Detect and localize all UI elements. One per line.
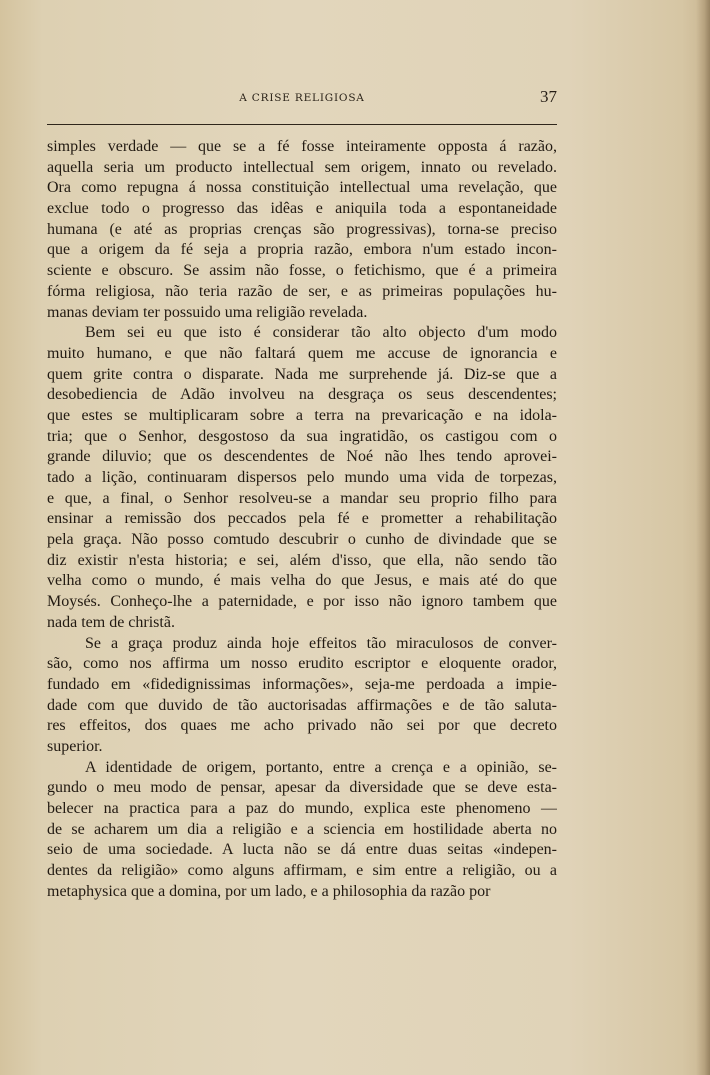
- running-title: A CRISE RELIGIOSA: [239, 92, 365, 104]
- text-line: desobediencia de Adão involveu na desgraça os seus descendentes;: [47, 386, 557, 404]
- text-line: muito humano, e que não faltará quem me accuse de ignorancia e: [47, 344, 557, 362]
- text-line: Moysés. Conheço-lhe a paternidade, e por isso não ignoro tambem que: [47, 593, 557, 611]
- text-line: que estes se multiplicaram sobre a terra na prevaricação e na idola-: [47, 406, 557, 424]
- text-line: grande diluvio; que os descendentes de Noé não lhes tendo aprovei-: [47, 448, 557, 466]
- text-line: tado a lição, continuaram dispersos pelo mundo uma vida de torpezas,: [47, 469, 557, 486]
- text-line: tria; que o Senhor, desgostoso da sua ingratidão, os castigou com o: [47, 427, 557, 445]
- text-line: fundado em «fidedignissimas informações», seja-me perdoada a impie-: [47, 675, 557, 693]
- paragraph: [47, 323, 557, 633]
- page-number: 37: [540, 87, 557, 106]
- text-line: de se acharem um dia a religião e a sciencia em hostilidade aberta no: [47, 820, 557, 838]
- text-line: exclue todo o progresso das idêas e aniquila toda a espontaneidade: [47, 200, 557, 218]
- text-line: pela graça. Não posso comtudo descubrir o cunho de divindade que se: [47, 531, 557, 549]
- header-rule: [47, 124, 557, 125]
- text-line: velha como o mundo, é mais velha do que Jesus, e mais até do que: [47, 572, 557, 590]
- text-line: nada tem de christã.: [47, 613, 175, 631]
- text-line: seio de uma sociedade. A lucta não se dá entre duas seitas «indepen-: [47, 841, 557, 859]
- text-line: superior.: [47, 737, 103, 755]
- text-line: simples verdade — que se a fé fosse inteiramente opposta á razão,: [47, 138, 557, 155]
- text-line: metaphysica que a domina, por um lado, e a philosophia da razão por: [47, 882, 491, 900]
- text-line: Ora como repugna á nossa constituição intellectual uma revelação, que: [47, 179, 557, 197]
- text-line: Se a graça produz ainda hoje effeitos tão miraculosos de conver-: [85, 634, 557, 652]
- text-line: Bem sei eu que isto é considerar tão alto objecto d'um modo: [85, 324, 557, 342]
- text-line: são, como nos affirma um nosso erudito escriptor e eloquente orador,: [47, 655, 557, 673]
- text-line: dentes da religião» como alguns affirmam, e sim entre a religião, ou a: [47, 862, 557, 880]
- text-line: quem grite contra o disparate. Nada me surprehende já. Diz-se que a: [47, 365, 557, 383]
- text-line: e que, a final, o Senhor resolveu-se a mandar seu proprio filho para: [47, 489, 557, 507]
- text-line: diz existir n'esta historia; e sei, além d'isso, que ella, não sendo tão: [47, 551, 557, 569]
- text-line: humana (e até as proprias crenças são progressivas), torna-se preciso: [47, 220, 557, 238]
- text-line: A identidade de origem, portanto, entre a crença e a opinião, se-: [85, 758, 557, 776]
- text-line: ensinar a remissão dos peccados pela fé e prometter a rehabilitação: [47, 510, 557, 528]
- text-line: gundo o meu modo de pensar, apesar da diversidade que se deve esta-: [47, 779, 557, 797]
- text-line: fórma religiosa, não teria razão de ser, e as primeiras populações hu-: [47, 282, 557, 300]
- text-line: aquella seria um producto intellectual sem origem, innato ou revelado.: [47, 158, 557, 176]
- paragraph: [47, 758, 557, 903]
- text-line: belecer na practica para a paz do mundo, explica este phenomeno —: [47, 800, 557, 817]
- text-line: que a origem da fé seja a propria razão, embora n'um estado incon-: [47, 241, 557, 259]
- page-header: [47, 84, 557, 114]
- paragraph: [47, 634, 557, 758]
- text-line: dade com que duvido de tão auctorisadas affirmações e de tão saluta-: [47, 696, 557, 714]
- paragraph: [47, 137, 557, 323]
- page-edge-shadow: [696, 0, 710, 1075]
- text-line: sciente e obscuro. Se assim não fosse, o fetichismo, que é a primeira: [47, 262, 557, 280]
- text-line: res effeitos, dos quaes me acho privado não sei por que decreto: [47, 717, 557, 735]
- text-line: manas deviam ter possuido uma religião revelada.: [47, 303, 368, 321]
- body-text: [47, 137, 557, 902]
